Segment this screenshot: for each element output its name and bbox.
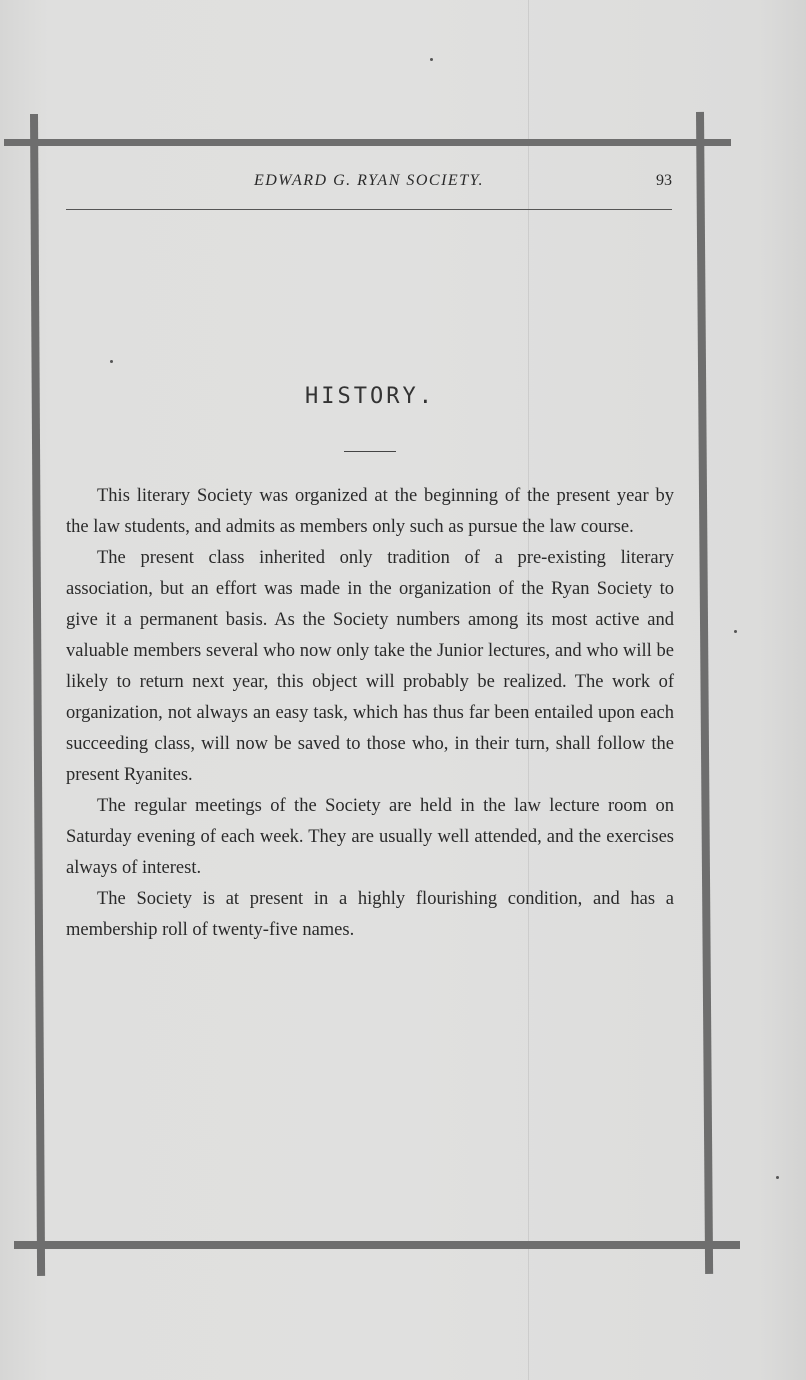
frame-bottom-bar bbox=[14, 1241, 740, 1249]
frame-left-bar bbox=[30, 114, 45, 1276]
paragraph-3: The regular meetings of the Society are held in the law lecture room on Saturday evening of each week. They are usually well attended, and the exercises always of interest. bbox=[66, 796, 674, 878]
frame-top-bar bbox=[4, 139, 731, 146]
running-title: EDWARD G. RYAN SOCIETY. bbox=[253, 172, 485, 189]
paragraph-2: The present class inherited only tradition of a pre-existing literary association, but an effort was made in the organization of the Ryan Society to give it a permanent basis. As the Society numbers among its most active and valuable members several who now only take the Junior lectures, and who will be likely to return next year, this object will probably be realized. The work of organization, not always an easy task, which has thus far been entailed upon each succeeding class, will now be saved to those who, in their turn, shall follow the present Ryanites. bbox=[66, 548, 674, 785]
paragraph-4: The Society is at present in a highly flourishing condition, and has a membership roll of twenty-five names. bbox=[66, 889, 674, 940]
running-head bbox=[66, 172, 672, 198]
section-title: HISTORY. bbox=[305, 384, 435, 409]
ink-speck bbox=[110, 360, 113, 363]
page-number: 93 bbox=[656, 172, 672, 189]
ink-speck bbox=[734, 630, 737, 633]
ink-speck bbox=[776, 1176, 779, 1179]
ink-speck bbox=[430, 58, 433, 61]
title-rule bbox=[344, 451, 396, 452]
body-text bbox=[66, 481, 674, 946]
paragraph-1: This literary Society was organized at the beginning of the present year by the law students, and admits as members only such as pursue the law course. bbox=[66, 486, 674, 537]
header-rule bbox=[66, 209, 672, 210]
frame-right-bar bbox=[696, 112, 713, 1274]
